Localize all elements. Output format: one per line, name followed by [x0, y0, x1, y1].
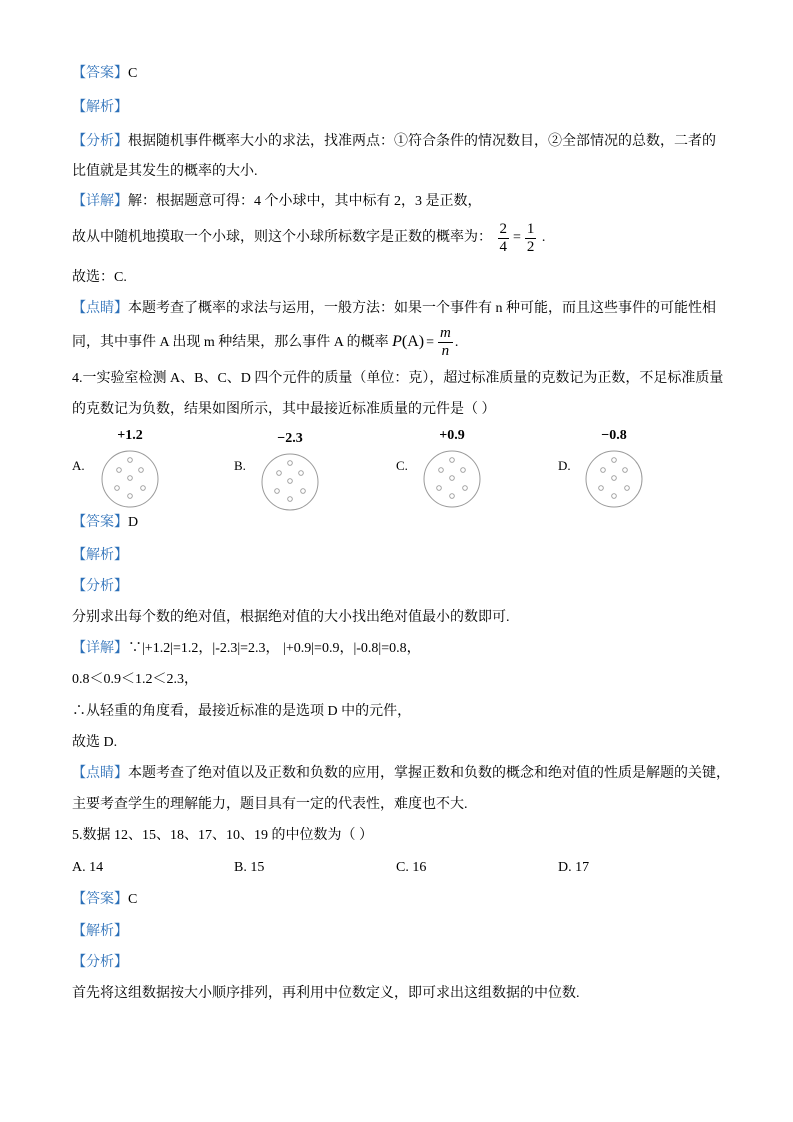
q4-analysis-tag: 【解析】 [72, 548, 128, 563]
fraction-1-2: $\frac{1}{2}$ [526, 220, 535, 255]
fenxi-tag: 【分析】 [72, 134, 128, 149]
disc-hole [141, 486, 146, 491]
q3-fenxi-line1: 【分析】根据随机事件概率大小的求法，找准两点：①符合条件的情况数目，②全部情况的总数，二者的 [72, 134, 716, 149]
disc-hole [450, 494, 455, 499]
disc-hole [463, 486, 468, 491]
disc-hole [450, 458, 455, 463]
disc-hole [612, 476, 617, 481]
component-disc [583, 448, 645, 510]
q3-choose: 故选：C. [72, 270, 127, 285]
disc-hole [612, 458, 617, 463]
q3-answer-line [72, 64, 724, 84]
disc-hole [601, 468, 606, 473]
disc-hole [117, 468, 122, 473]
q5-option-d: D. 17 [558, 860, 590, 875]
disc-hole [139, 468, 144, 473]
component-disc [259, 451, 321, 513]
disc-hole [599, 486, 604, 491]
q4-detail-line2: 0.8＜0.9＜1.2＜2.3， [72, 672, 198, 687]
disc-hole [623, 468, 628, 473]
q4-option-figure-d [554, 428, 674, 510]
q4-detail-line3: ∴从轻重的角度看，最接近标准的是选项 D 中的元件， [72, 704, 412, 719]
disc-hole [301, 489, 306, 494]
weight-label: −2.3 [277, 431, 303, 446]
weight-label: −0.8 [601, 428, 627, 443]
component-disc [99, 448, 161, 510]
q4-option-figure-c [392, 428, 512, 510]
q5-answer-line: 【答案】C [72, 892, 138, 907]
formula-a: (A) [401, 333, 425, 350]
q4-stem-line1: 4.一实验室检测 A、B、C、D 四个元件的质量（单位：克），超过标准质量的克数记为正数，不足标准质量 [72, 371, 724, 386]
q3-analysis-tag: 【解析】 [72, 100, 128, 115]
q5-fenxi-tag: 【分析】 [72, 955, 128, 970]
q4-detail-line1: 【详解】∵|+1.2|=1.2，|-2.3|=2.3， |+0.9|=0.9，|-0.8|=0.8， [72, 641, 421, 656]
component-disc [421, 448, 483, 510]
fraction-m-n: $\frac{m}{n}$ [439, 325, 451, 360]
q4-option-letter-a: A. [72, 458, 85, 473]
disc-hole [115, 486, 120, 491]
q5-analysis-tag: 【解析】 [72, 924, 128, 939]
q5-option-b: B. 15 [234, 860, 265, 875]
q3-detail-line1: 【详解】解：根据题意可得：4 个小球中，其中标有 2，3 是正数， [72, 194, 482, 209]
q3-dianjing-line2: 同，其中事件 A 出现 m 种结果，那么事件 A 的概率 P(A) = $\frac{m}{n}$ . [72, 325, 459, 360]
q4-choose: 故选 D. [72, 735, 118, 750]
weight-label: +1.2 [117, 428, 143, 443]
q4-dianjing-line1: 【点睛】本题考查了绝对值以及正数和负数的应用，掌握正数和负数的概念和绝对值的性质是解题的关键， [72, 766, 730, 781]
equals-sign: = [513, 230, 521, 245]
disc-hole [299, 471, 304, 476]
q3-dianjing-line1: 【点睛】本题考查了概率的求法与运用，一般方法：如果一个事件有 n 种可能，而且这些事件的可能性相 [72, 301, 716, 316]
weight-label: +0.9 [439, 428, 465, 443]
q4-option-figure-b [230, 431, 350, 513]
q4-fenxi-tag: 【分析】 [72, 579, 128, 594]
q5-stem: 5.数据 12、15、18、17、10、19 的中位数为（ ） [72, 828, 373, 843]
formula-p: P [392, 333, 402, 350]
disc-hole [288, 461, 293, 466]
q5-fenxi-text: 首先将这组数据按大小顺序排列，再利用中位数定义，即可求出这组数据的中位数. [72, 986, 580, 1001]
disc-hole [128, 494, 133, 499]
disc-hole [612, 494, 617, 499]
q5-option-a: A. 14 [72, 860, 104, 875]
disc-hole [461, 468, 466, 473]
q4-fenxi-text: 分别求出每个数的绝对值，根据绝对值的大小找出绝对值最小的数即可. [72, 610, 510, 625]
q4-option-figure-a [70, 428, 190, 510]
disc-hole [288, 479, 293, 484]
answer-tag: 【答案】 [72, 66, 128, 81]
answer-value: C [128, 66, 138, 81]
disc-hole [128, 458, 133, 463]
dianjing-tag: 【点睛】 [72, 301, 128, 316]
disc-hole [625, 486, 630, 491]
fraction-2-4: $\frac{2}{4}$ [499, 220, 507, 255]
q3-fenxi-line2: 比值就是其发生的概率的大小. [72, 164, 258, 179]
q3-detail-line2: 故从中随机地摸取一个小球，则这个小球所标数字是正数的概率为： $\frac{2}{4}$ = $\frac{1}{2}$ . [72, 220, 546, 255]
q4-dianjing-line2: 主要考查学生的理解能力，题目具有一定的代表性，难度也不大. [72, 797, 468, 812]
disc-hole [450, 476, 455, 481]
disc-hole [275, 489, 280, 494]
q4-option-letter-c: C. [396, 458, 408, 473]
q5-option-c: C. 16 [396, 860, 427, 875]
q4-stem-line2: 的克数记为负数，结果如图所示，其中最接近标准质量的元件是（ ） [72, 402, 496, 417]
disc-hole [437, 486, 442, 491]
disc-hole [288, 497, 293, 502]
disc-hole [439, 468, 444, 473]
detail-tag: 【详解】 [72, 194, 128, 209]
q4-option-letter-d: D. [558, 458, 571, 473]
q4-option-letter-b: B. [234, 458, 246, 473]
disc-hole [277, 471, 282, 476]
q4-answer-line: 【答案】D [72, 515, 139, 530]
disc-hole [128, 476, 133, 481]
